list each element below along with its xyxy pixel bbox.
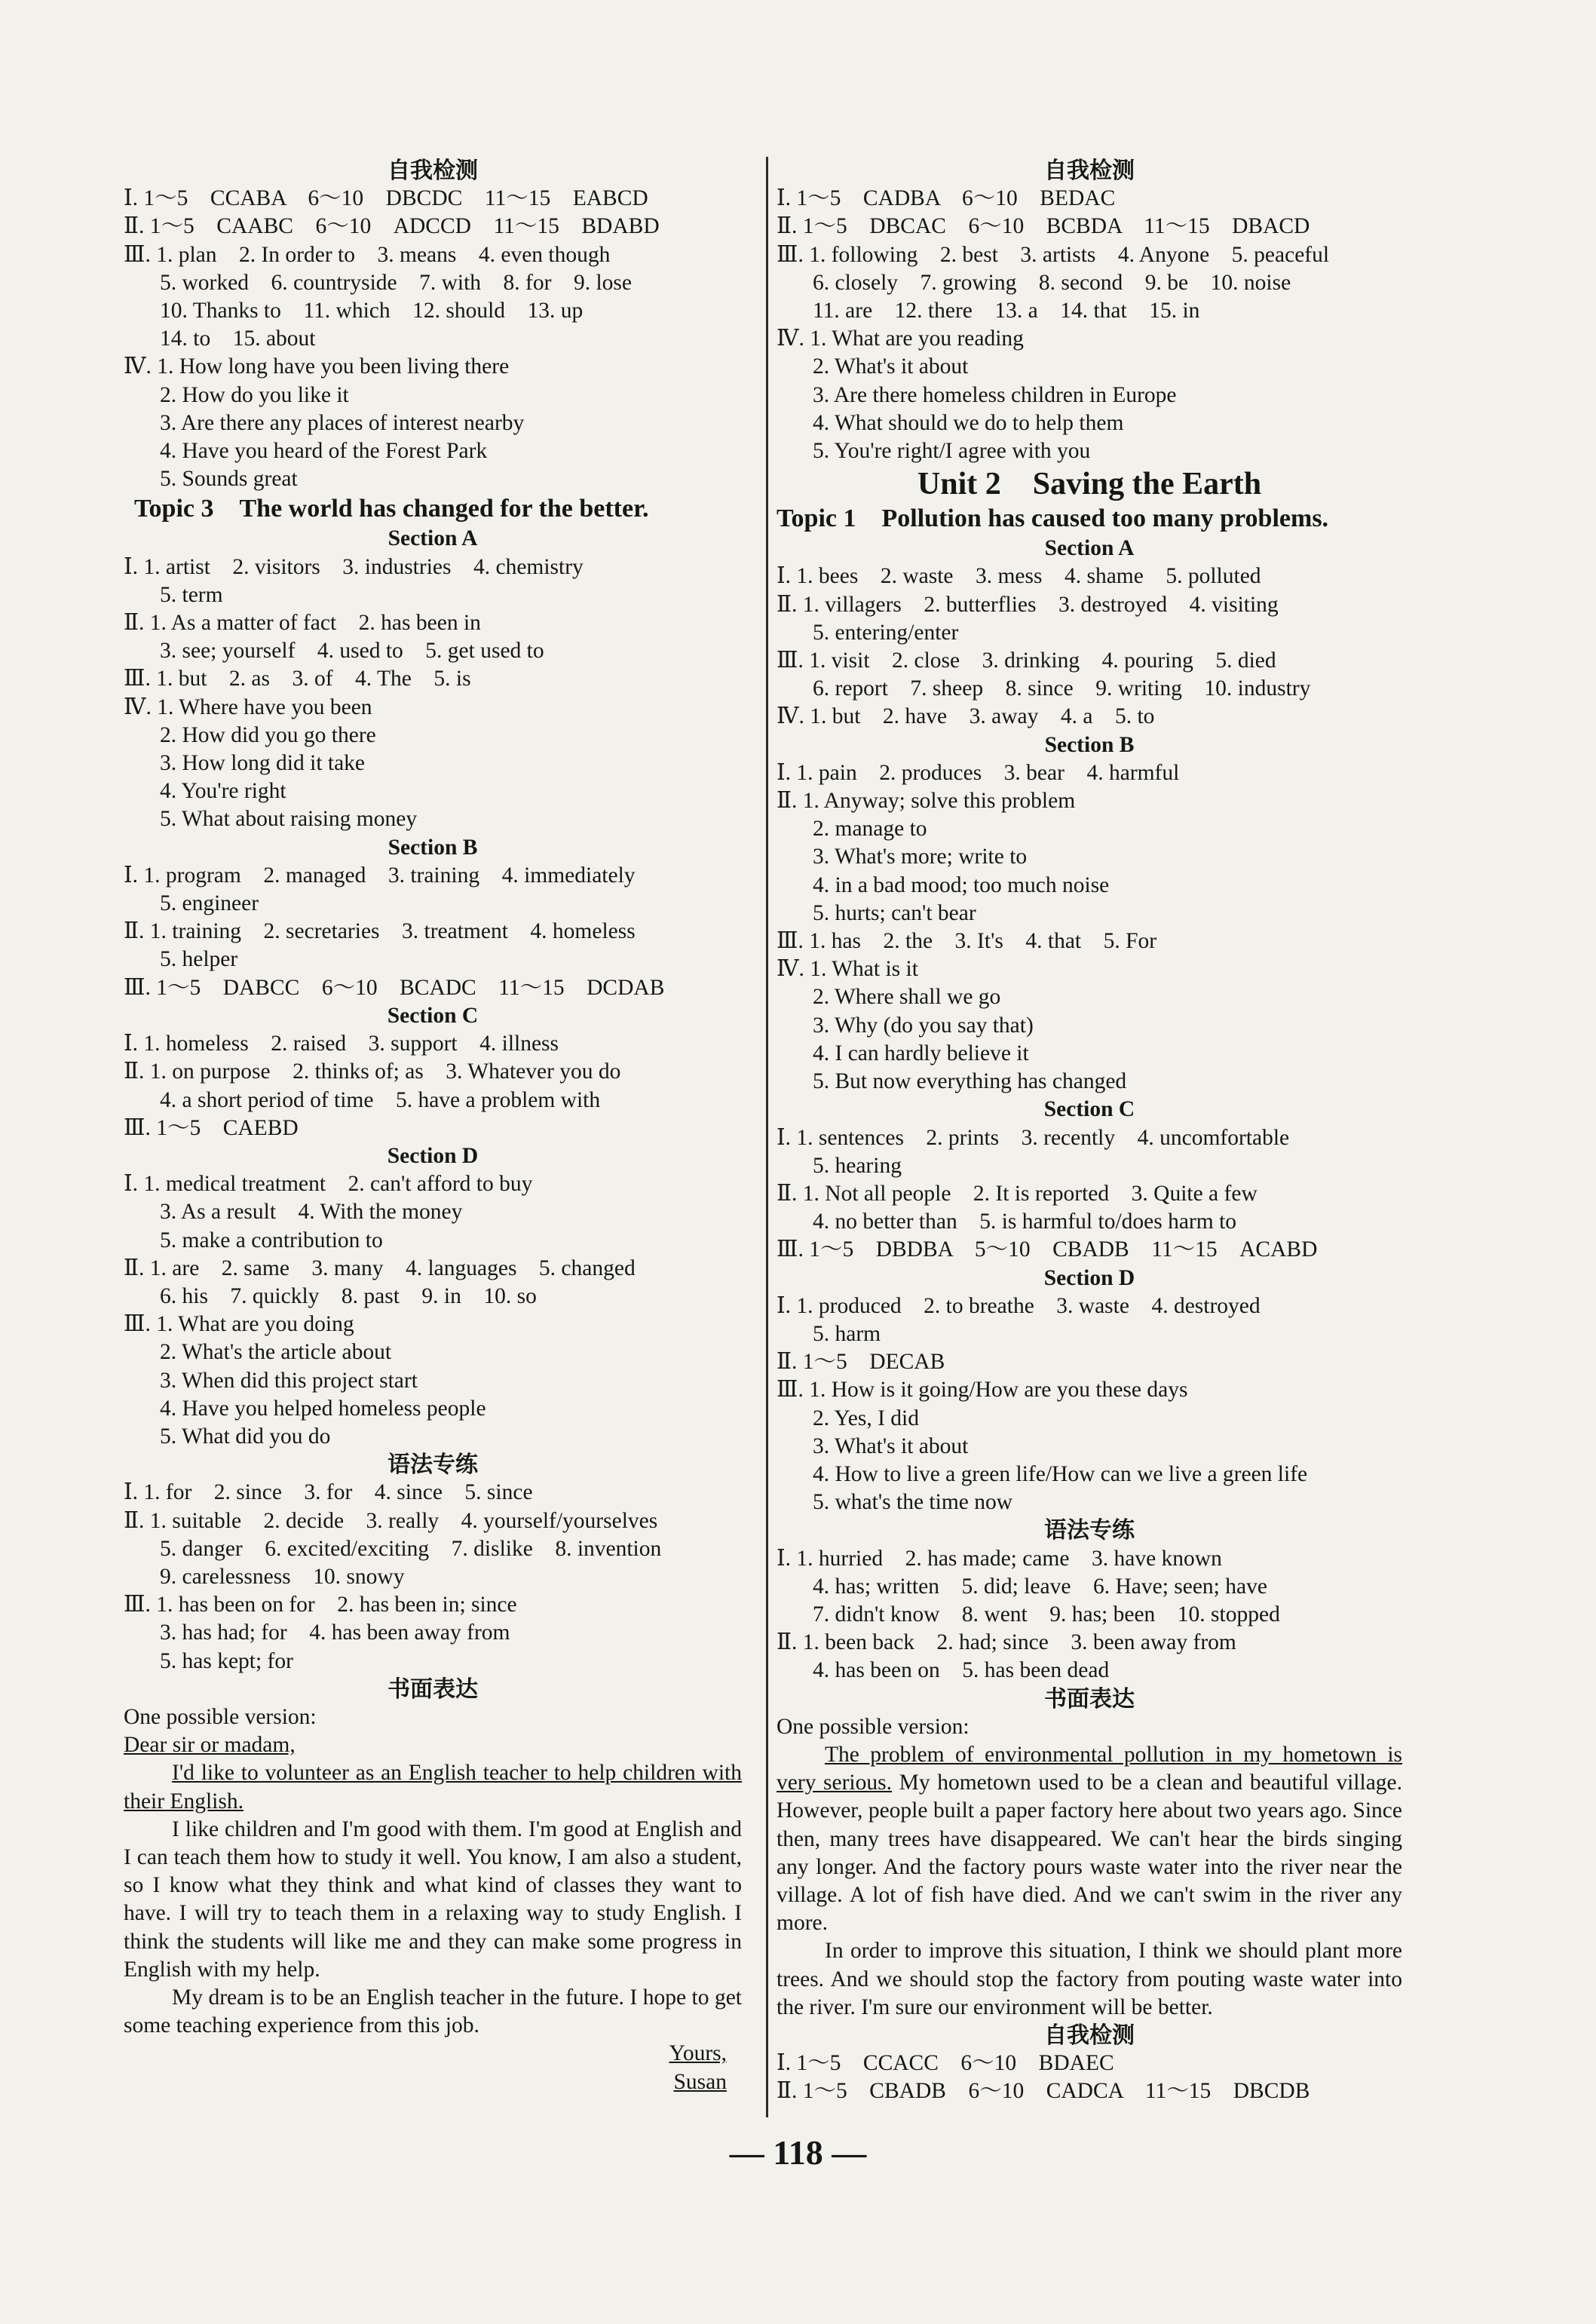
- answer-line: 4. What should we do to help them: [813, 410, 1124, 435]
- answer-line: 3. see; yourself 4. used to 5. get used to: [160, 639, 544, 664]
- answer-line: 3. Are there any places of interest nearby: [160, 410, 525, 435]
- answer-line: Ⅱ. 1. been back 2. had; since 3. been away from: [777, 1630, 1236, 1655]
- answer-line: Ⅲ. 1. has 2. the 3. It's 4. that 5. For: [777, 929, 1157, 954]
- essay-paragraph: In order to improve this situation, I think we should plant more trees. And we should stop the factory from pouting waste water into the river. I'm sure our environment will be better.: [777, 1939, 1402, 2019]
- answer-line: 4. Have you heard of the Forest Park: [160, 439, 488, 464]
- answer-line: 5. term: [160, 582, 223, 607]
- answer-line: 4. I can hardly believe it: [813, 1041, 1029, 1065]
- answer-line: Ⅱ. 1～5 CBADB 6～10 CADCA 11～15 DBCDB: [777, 2079, 1310, 2104]
- writing-intro: One possible version:: [124, 1704, 317, 1729]
- section-heading: Section D: [387, 1143, 479, 1168]
- answer-line: Ⅲ. 1. visit 2. close 3. drinking 4. pouring 5. died: [777, 648, 1276, 673]
- answer-line: 2. manage to: [813, 817, 927, 842]
- answer-line: 5. Sounds great: [160, 467, 298, 492]
- answer-line: Ⅰ. 1. bees 2. waste 3. mess 4. shame 5. polluted: [777, 564, 1261, 589]
- answer-line: 11. are 12. there 13. a 14. that 15. in: [813, 299, 1200, 323]
- answer-line: 5. danger 6. excited/exciting 7. dislike 8. invention: [160, 1536, 662, 1561]
- answer-line: Ⅲ. 1～5 DABCC 6～10 BCADC 11～15 DCDAB: [124, 975, 665, 1000]
- answer-line: 5. engineer: [160, 891, 259, 916]
- answer-line: 5. What did you do: [160, 1424, 331, 1449]
- section-heading: Section A: [1044, 536, 1135, 561]
- answer-line: 5. has kept; for: [160, 1648, 293, 1673]
- answer-line: 4. a short period of time 5. have a problem with: [160, 1087, 601, 1112]
- left-column: [124, 157, 742, 2096]
- answer-line: 5. You're right/I agree with you: [813, 439, 1091, 464]
- answer-line: 3. What's more; write to: [813, 845, 1028, 869]
- answer-line: Ⅲ. 1. What are you doing: [124, 1312, 354, 1337]
- answer-line: 4. Have you helped homeless people: [160, 1396, 486, 1421]
- answer-line: 5. hearing: [813, 1153, 902, 1178]
- answer-line: 3. As a result 4. With the money: [160, 1200, 463, 1225]
- answer-line: Ⅱ. 1～5 CAABC 6～10 ADCCD 11～15 BDABD: [124, 214, 660, 239]
- answer-line: 5. entering/enter: [813, 620, 959, 645]
- answer-line: Ⅱ. 1. As a matter of fact 2. has been in: [124, 611, 481, 636]
- answer-line: Ⅰ. 1. produced 2. to breathe 3. waste 4. destroyed: [777, 1293, 1261, 1318]
- answer-line: 5. hurts; can't bear: [813, 900, 976, 925]
- answer-line: Ⅱ. 1. villagers 2. butterflies 3. destroyed 4. visiting: [777, 592, 1279, 617]
- answer-line: Ⅳ. 1. How long have you been living there: [124, 354, 510, 379]
- answer-line: 9. carelessness 10. snowy: [160, 1564, 405, 1589]
- topic-heading: Topic 3 The world has changed for the better.: [134, 495, 649, 523]
- answer-line: 2. Yes, I did: [813, 1406, 919, 1430]
- answer-line: 4. in a bad mood; too much noise: [813, 872, 1110, 897]
- answer-line: Ⅳ. 1. but 2. have 3. away 4. a 5. to: [777, 704, 1155, 729]
- answer-line: 3. Are there homeless children in Europe: [813, 382, 1177, 407]
- answer-line: Ⅱ. 1. are 2. same 3. many 4. languages 5. changed: [124, 1256, 636, 1280]
- answer-line: 3. When did this project start: [160, 1368, 418, 1393]
- answer-line: Ⅲ. 1～5 CAEBD: [124, 1115, 299, 1140]
- grammar-practice-heading: 语法专练: [388, 1452, 478, 1479]
- answer-line: Ⅱ. 1. suitable 2. decide 3. really 4. yourself/yourselves: [124, 1508, 658, 1533]
- answer-line: 5. harm: [813, 1321, 881, 1346]
- answer-line: Ⅳ. 1. Where have you been: [124, 694, 372, 719]
- section-heading: Section B: [1044, 732, 1135, 757]
- answer-line: 4. has been on 5. has been dead: [813, 1658, 1110, 1683]
- answer-line: Ⅰ. 1～5 CCABA 6～10 DBCDC 11～15 EABCD: [124, 186, 648, 211]
- answer-line: Ⅰ. 1. sentences 2. prints 3. recently 4. uncomfortable: [777, 1125, 1290, 1150]
- answer-line: 5. What about raising money: [160, 807, 418, 832]
- unit-heading: Unit 2 Saving the Earth: [917, 467, 1262, 502]
- answer-line: 2. What's the article about: [160, 1340, 392, 1365]
- answer-line: 2. Where shall we go: [813, 985, 1001, 1010]
- answer-line: 3. has had; for 4. has been away from: [160, 1620, 510, 1645]
- letter-paragraph: I like children and I'm good with them. I'm good at English and I can teach them how to study it well. You know, I am also a student, so I know what they think and what kind of classes they want to have. I will try to teach them in a relaxing way to study English. I think the students will like me and they can make some progress in English with my help.: [124, 1817, 742, 1982]
- answer-line: 4. has; written 5. did; leave 6. Have; seen; have: [813, 1574, 1267, 1599]
- page-number: — 118 —: [729, 2133, 867, 2172]
- answer-line: 14. to 15. about: [160, 327, 316, 351]
- answer-line: 7. didn't know 8. went 9. has; been 10. stopped: [813, 1602, 1280, 1626]
- essay-body-text: My hometown used to be a clean and beautiful village. However, people built a paper factory here about two years ago. Since then, many trees have disappeared. We can't hear the birds singing any longer. And the factory pours waste water into the river near the village. A lot of fish have died. And we can't swim in the river any more.: [777, 1771, 1403, 1936]
- answer-line: 3. What's it about: [813, 1433, 969, 1458]
- section-heading: Section D: [1043, 1265, 1135, 1290]
- answer-line: 3. Why (do you say that): [813, 1013, 1034, 1038]
- grammar-practice-heading: 语法专练: [1044, 1517, 1135, 1544]
- letter-paragraph: I'd like to volunteer as an English teacher to help children with their English.: [124, 1761, 742, 1814]
- letter-paragraph: My dream is to be an English teacher in the future. I hope to get some teaching experience from this job.: [124, 1985, 742, 2038]
- answer-line: Ⅳ. 1. What is it: [777, 957, 918, 982]
- section-heading: Section B: [388, 835, 478, 860]
- section-heading: Section C: [387, 1003, 479, 1028]
- answer-line: Ⅲ. 1. plan 2. In order to 3. means 4. even though: [124, 242, 611, 267]
- answer-line: Ⅱ. 1. Not all people 2. It is reported 3. Quite a few: [777, 1181, 1258, 1206]
- answer-line: Ⅱ. 1. Anyway; solve this problem: [777, 789, 1076, 814]
- answer-line: 3. How long did it take: [160, 751, 366, 776]
- writing-intro: One possible version:: [777, 1714, 970, 1739]
- answer-line: 2. What's it about: [813, 354, 969, 379]
- answer-line: 6. report 7. sheep 8. since 9. writing 10. industry: [813, 676, 1311, 701]
- self-test-heading: 自我检测: [1044, 158, 1135, 184]
- right-column: [777, 157, 1402, 2106]
- answer-line: Ⅰ. 1. program 2. managed 3. training 4. immediately: [124, 863, 636, 888]
- writing-heading: 书面表达: [1044, 1685, 1135, 1712]
- answer-line: Ⅰ. 1. pain 2. produces 3. bear 4. harmful: [777, 760, 1180, 785]
- answer-line: 10. Thanks to 11. which 12. should 13. up: [160, 299, 584, 323]
- answer-line: 2. How do you like it: [160, 382, 349, 407]
- answer-line: Ⅰ. 1. homeless 2. raised 3. support 4. illness: [124, 1032, 559, 1056]
- answer-line: Ⅱ. 1～5 DBCAC 6～10 BCBDA 11～15 DBACD: [777, 214, 1310, 239]
- answer-line: 5. helper: [160, 947, 238, 972]
- section-heading: Section C: [1043, 1097, 1135, 1122]
- answer-line: 5. worked 6. countryside 7. with 8. for 9. lose: [160, 270, 632, 295]
- answer-line: Ⅲ. 1. has been on for 2. has been in; since: [124, 1593, 517, 1617]
- answer-line: Ⅰ. 1. for 2. since 3. for 4. since 5. since: [124, 1480, 533, 1505]
- answer-line: 4. You're right: [160, 779, 286, 804]
- answer-line: Ⅰ. 1. artist 2. visitors 3. industries 4. chemistry: [124, 554, 584, 579]
- answer-line: Ⅲ. 1. following 2. best 3. artists 4. Anyone 5. peaceful: [777, 242, 1330, 267]
- self-test-heading: 自我检测: [1044, 2022, 1135, 2049]
- answer-line: 4. How to live a green life/How can we live a green life: [813, 1461, 1308, 1486]
- answer-line: Ⅱ. 1～5 DECAB: [777, 1350, 945, 1375]
- answer-line: Ⅰ. 1. medical treatment 2. can't afford to buy: [124, 1172, 533, 1197]
- answer-line: 5. But now everything has changed: [813, 1069, 1127, 1094]
- letter-closing: Yours,: [669, 2041, 727, 2066]
- essay-topic-sentence: The problem of environmental pollution in my hometown is very serious.: [777, 1742, 1402, 1795]
- self-test-heading: 自我检测: [388, 158, 478, 184]
- letter-signature: Susan: [673, 2069, 727, 2094]
- answer-line: Ⅱ. 1. on purpose 2. thinks of; as 3. Whatever you do: [124, 1059, 621, 1084]
- topic-heading: Topic 1 Pollution has caused too many problems.: [777, 504, 1329, 533]
- answer-line: Ⅲ. 1～5 DBDBA 5～10 CBADB 11～15 ACABD: [777, 1237, 1318, 1262]
- answer-line: 4. no better than 5. is harmful to/does harm to: [813, 1210, 1237, 1234]
- answer-line: 6. his 7. quickly 8. past 9. in 10. so: [160, 1283, 537, 1308]
- answer-line: Ⅱ. 1. training 2. secretaries 3. treatment 4. homeless: [124, 919, 636, 944]
- answer-line: 2. How did you go there: [160, 722, 376, 747]
- writing-heading: 书面表达: [388, 1676, 478, 1703]
- answer-line: 5. make a contribution to: [160, 1228, 383, 1252]
- answer-line: Ⅲ. 1. How is it going/How are you these days: [777, 1378, 1188, 1403]
- answer-line: Ⅰ. 1～5 CADBA 6～10 BEDAC: [777, 186, 1116, 211]
- answer-line: Ⅲ. 1. but 2. as 3. of 4. The 5. is: [124, 667, 471, 691]
- answer-line: Ⅳ. 1. What are you reading: [777, 327, 1024, 351]
- answer-line: Ⅰ. 1～5 CCACC 6～10 BDAEC: [777, 2051, 1114, 2076]
- answer-line: Ⅰ. 1. hurried 2. has made; came 3. have known: [777, 1546, 1222, 1571]
- essay-paragraph: [777, 1741, 1402, 1937]
- answer-line: 6. closely 7. growing 8. second 9. be 10. noise: [813, 270, 1291, 295]
- answer-line: 5. what's the time now: [813, 1490, 1013, 1515]
- section-heading: Section A: [388, 526, 478, 551]
- letter-greeting: Dear sir or madam,: [124, 1733, 296, 1758]
- column-divider: [766, 157, 768, 2117]
